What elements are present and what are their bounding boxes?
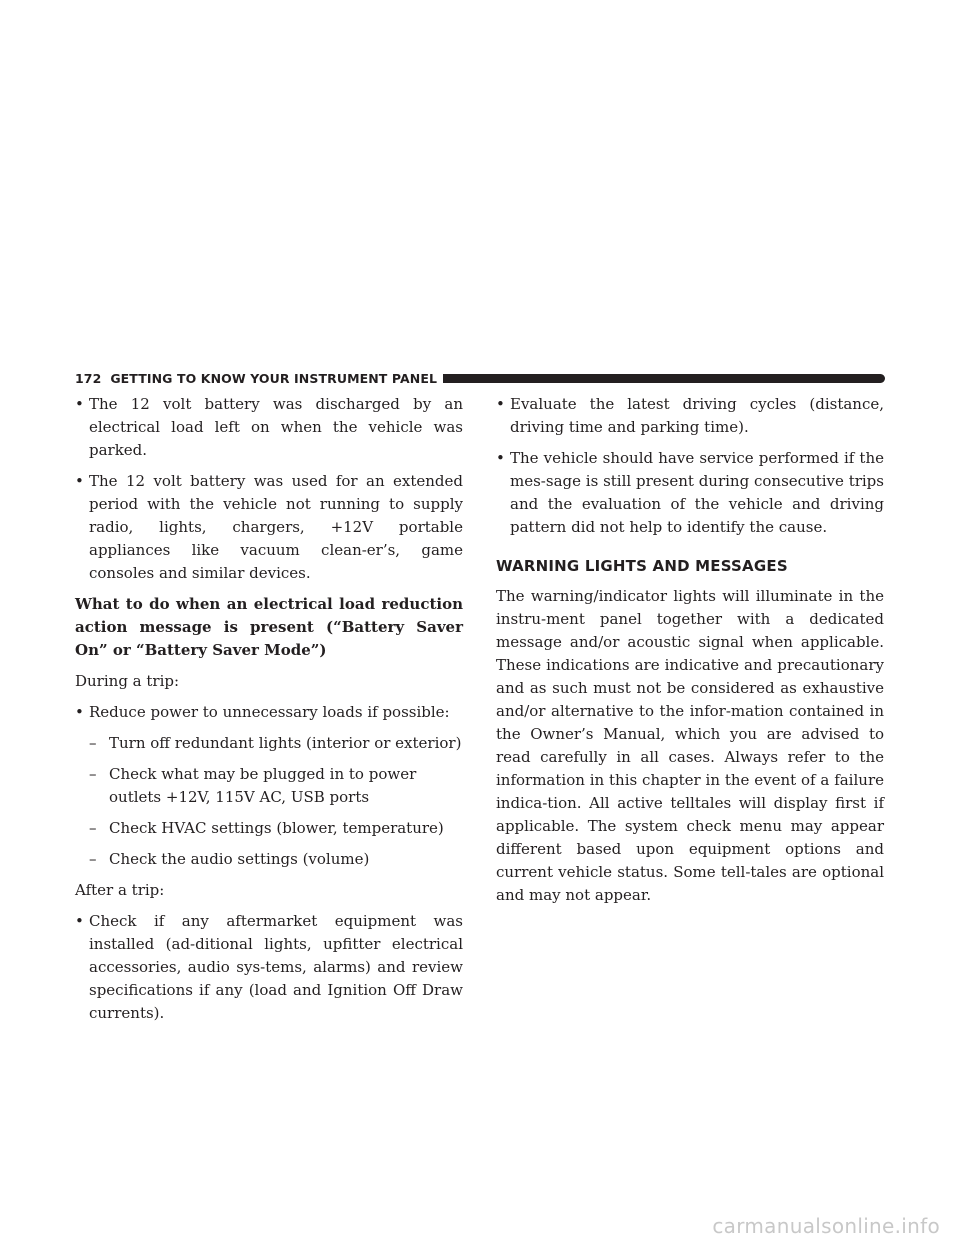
header-rule <box>443 374 885 383</box>
section-title: GETTING TO KNOW YOUR INSTRUMENT PANEL <box>110 370 438 386</box>
bullet-item <box>75 910 463 1025</box>
bullet-item <box>496 393 884 439</box>
sub-item <box>75 763 463 809</box>
sub-item <box>75 732 463 755</box>
bullet-text: Reduce power to unnecessary loads if possible: <box>89 703 450 721</box>
bullet-text: The 12 volt battery was used for an extended period with the vehicle not running to supply radio, lights, chargers, +12V portable appliances like vacuum clean-er’s, game consoles and similar devices. <box>89 472 463 582</box>
bullet-text: Check if any aftermarket equipment was installed (ad-ditional lights, upfitter electrical accessories, audio sys-tems, alarms) and review specifications if any (load and Ignition Off Draw currents). <box>89 912 463 1022</box>
sub-item-text: Check the audio settings (volume) <box>109 850 370 868</box>
bullet-marker: • <box>496 449 505 467</box>
bold-question: What to do when an electrical load reduction action message is present (“Battery Saver On” or “Battery Saver Mode”) <box>75 595 463 659</box>
during-trip-label: During a trip: <box>75 672 180 690</box>
dash-marker: – <box>89 765 97 783</box>
sub-item <box>75 848 463 871</box>
page-number: 172 <box>75 370 102 386</box>
bullet-text: Evaluate the latest driving cycles (distance, driving time and parking time). <box>510 395 884 436</box>
bullet-marker: • <box>75 472 84 490</box>
right-column <box>496 393 884 915</box>
sub-item-text: Turn off redundant lights (interior or exterior) <box>109 734 462 752</box>
section-heading: WARNING LIGHTS AND MESSAGES <box>496 557 788 575</box>
page-header-text <box>75 371 437 386</box>
bullet-item <box>496 447 884 539</box>
dash-marker: – <box>89 734 97 752</box>
left-column <box>75 393 463 1033</box>
bullet-item <box>75 701 463 724</box>
bullet-text: The 12 volt battery was discharged by an electrical load left on when the vehicle was parked. <box>89 395 463 459</box>
bullet-marker: • <box>75 912 84 930</box>
after-trip-label: After a trip: <box>75 881 165 899</box>
bullet-marker: • <box>75 395 84 413</box>
dash-marker: – <box>89 850 97 868</box>
dash-marker: – <box>89 819 97 837</box>
body-paragraph: The warning/indicator lights will illuminate in the instru-ment panel together with a dedicated message and/or acoustic signal when applicable. These indications are indicative and precautionary and as such must not be considered as exhaustive and/or alternative to the infor-mation contained in the Owner’s Manual, which you are advised to read carefully in all cases. Always refer to the information in this chapter in the event of a failure indica-tion. All active telltales will display first if applicable. The system check menu may appear different based upon equipment options and current vehicle status. Some tell-tales are optional and may not appear. <box>496 587 884 904</box>
watermark: carmanualsonline.info <box>712 1214 940 1238</box>
bullet-text: The vehicle should have service performed if the mes-sage is still present during consecutive trips and the evaluation of the vehicle and driving pattern did not help to identify the cause. <box>510 449 884 536</box>
sub-item-text: Check HVAC settings (blower, temperature) <box>109 819 444 837</box>
sub-item-text: Check what may be plugged in to power outlets +12V, 115V AC, USB ports <box>109 765 417 806</box>
bullet-marker: • <box>75 703 84 721</box>
bullet-item <box>75 470 463 585</box>
sub-item <box>75 817 463 840</box>
page-header <box>75 370 885 386</box>
bullet-item <box>75 393 463 462</box>
bullet-marker: • <box>496 395 505 413</box>
